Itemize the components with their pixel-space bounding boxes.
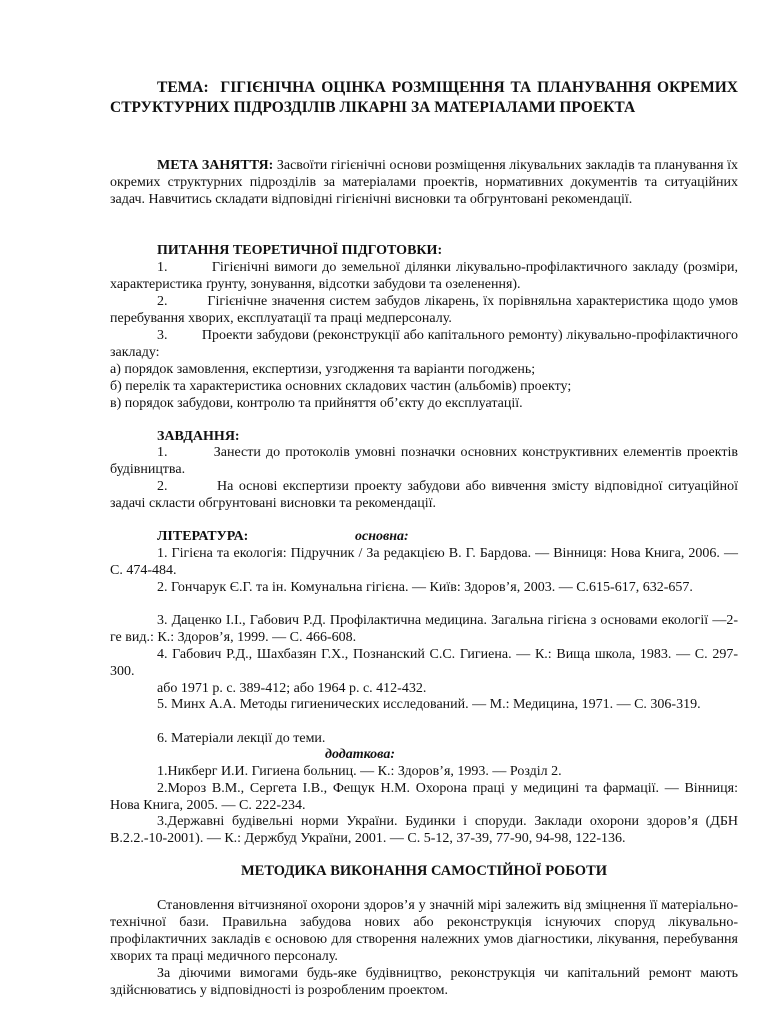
method-paragraph-1: Становлення вітчизняної охорони здоров’я у значній мірі залежить від зміцнення її матеріально-технічної бази. Правильна забудова нових або реконструкція існуючих споруд лікувально-профілактичних закладів є основою для створення належних умов діагностики, лікування, перебування хворих та праці медичного персоналу.: [110, 898, 738, 964]
method-paragraph-2: За діючими вимогами будь-яке будівництво, реконструкція чи капітальний ремонт мають здійснюватись у відповідності із розробленим проектом.: [110, 966, 738, 998]
literature-main-5: 5. Минх А.А. Методы гигиенических исследований. — М.: Медицина, 1971. — С. 306-319.: [157, 697, 701, 712]
task-item-2-number: 2.: [157, 479, 168, 494]
literature-extra-2: 2.Мороз В.М., Сергета І.В., Фещук Н.М. Охорона праці у медицині та фармації. — Вінниця: Нова Книга, 2005. — С. 222-234.: [110, 781, 738, 813]
literature-extra-label: додаткова:: [325, 747, 395, 762]
literature-extra-3: 3.Державні будівельні норми України. Будинки і споруди. Заклади охорони здоров’я (ДБН В.2.2.-10-2001). — К.: Держбуд України, 2001. — С. 5-12, 37-39, 77-90, 94-98, 122-136.: [110, 814, 738, 846]
theory-item-1: [110, 259, 738, 293]
literature-main-label: основна:: [355, 529, 409, 544]
task-item-1-number: 1.: [157, 445, 168, 460]
theory-subitem-c: в) порядок забудови, контролю та прийняття об’єкту до експлуатації.: [110, 396, 523, 411]
theory-item-1-text: Гігієнічні вимоги до земельної ділянки лікувально-профілактичного закладу (розміри, характеристика ґрунту, зонування, відсотки забудови та озеленення).: [110, 260, 738, 292]
literature-main-4: 4. Габович Р.Д., Шахбазян Г.Х., Познанский С.С. Гигиена. — К.: Вища школа, 1983. — С. 297-300.: [110, 647, 738, 679]
task-item-2: [110, 478, 738, 512]
goal-label: МЕТА ЗАНЯТТЯ:: [157, 158, 274, 173]
topic-text: ГІГІЄНІЧНА ОЦІНКА РОЗМІЩЕННЯ ТА ПЛАНУВАННЯ ОКРЕМИХ СТРУКТУРНИХ ПІДРОЗДІЛІВ ЛІКАРНІ ЗА МАТЕРІАЛАМИ ПРОЕКТА: [110, 79, 738, 116]
topic-title: [110, 78, 738, 118]
theory-subitem-a: а) порядок замовлення, експертизи, узгодження та варіанти погоджень;: [110, 362, 536, 377]
theory-item-3: [110, 327, 738, 361]
theory-item-1-number: 1.: [157, 260, 168, 275]
literature-extra-1: 1.Никберг И.И. Гигиена больниц. — К.: Здоров’я, 1993. — Розділ 2.: [157, 764, 562, 779]
theory-item-3-text: Проекти забудови (реконструкції або капітального ремонту) лікувально-профілактичного закладу:: [110, 328, 738, 360]
literature-main-3: 3. Даценко І.І., Габович Р.Д. Профілактична медицина. Загальна гігієна з основами екології —2-ге вид.: К.: Здоров’я, 1999. — С. 466-608.: [110, 613, 738, 645]
tasks-heading: ЗАВДАННЯ:: [157, 429, 240, 444]
task-item-1-text: Занести до протоколів умовні позначки основних конструктивних елементів проектів будівництва.: [110, 445, 738, 477]
literature-main-1: 1. Гігієна та екологія: Підручник / За редакцією В. Г. Бардова. — Вінниця: Нова Книга, 2006. — С. 474-484.: [110, 546, 738, 578]
theory-item-2-number: 2.: [157, 294, 168, 309]
literature-main-4-extra: або 1971 р. с. 389-412; або 1964 р. с. 412-432.: [157, 681, 427, 696]
task-item-1: [110, 444, 738, 478]
theory-subitem-b: б) перелік та характеристика основних складових частин (альбомів) проекту;: [110, 379, 572, 394]
theory-item-2-text: Гігієнічне значення систем забудов лікарень, їх порівняльна характеристика щодо умов перебування хворих, експлуатації та праці медперсоналу.: [110, 294, 738, 326]
theory-item-3-number: 3.: [157, 328, 168, 343]
theory-item-2: [110, 293, 738, 327]
topic-label: ТЕМА:: [157, 79, 209, 96]
literature-heading: ЛІТЕРАТУРА:: [157, 529, 249, 544]
method-heading: МЕТОДИКА ВИКОНАННЯ САМОСТІЙНОЇ РОБОТИ: [240, 863, 608, 879]
task-item-2-text: На основі експертизи проекту забудови або вивчення змісту відповідної ситуаційної задачі скласти обгрунтовані висновки та рекомендації.: [110, 479, 738, 511]
literature-main-2: 2. Гончарук Є.Г. та ін. Комунальна гігієна. — Київ: Здоров’я, 2003. — С.615-617, 632-657.: [157, 580, 693, 595]
theory-heading: ПИТАННЯ ТЕОРЕТИЧНОЇ ПІДГОТОВКИ:: [157, 243, 443, 258]
goal-text: Засвоїти гігієнічні основи розміщення лікувальних закладів та планування їх окремих структурних підрозділів за матеріалами проектів, нормативних документів та ситуаційних задач. Навчитись складати відповідні гігієнічні висновки та обгрунтовані рекомендації.: [110, 158, 739, 207]
goal-paragraph: [110, 157, 738, 208]
literature-main-6: 6. Матеріали лекції до теми.: [157, 731, 326, 746]
